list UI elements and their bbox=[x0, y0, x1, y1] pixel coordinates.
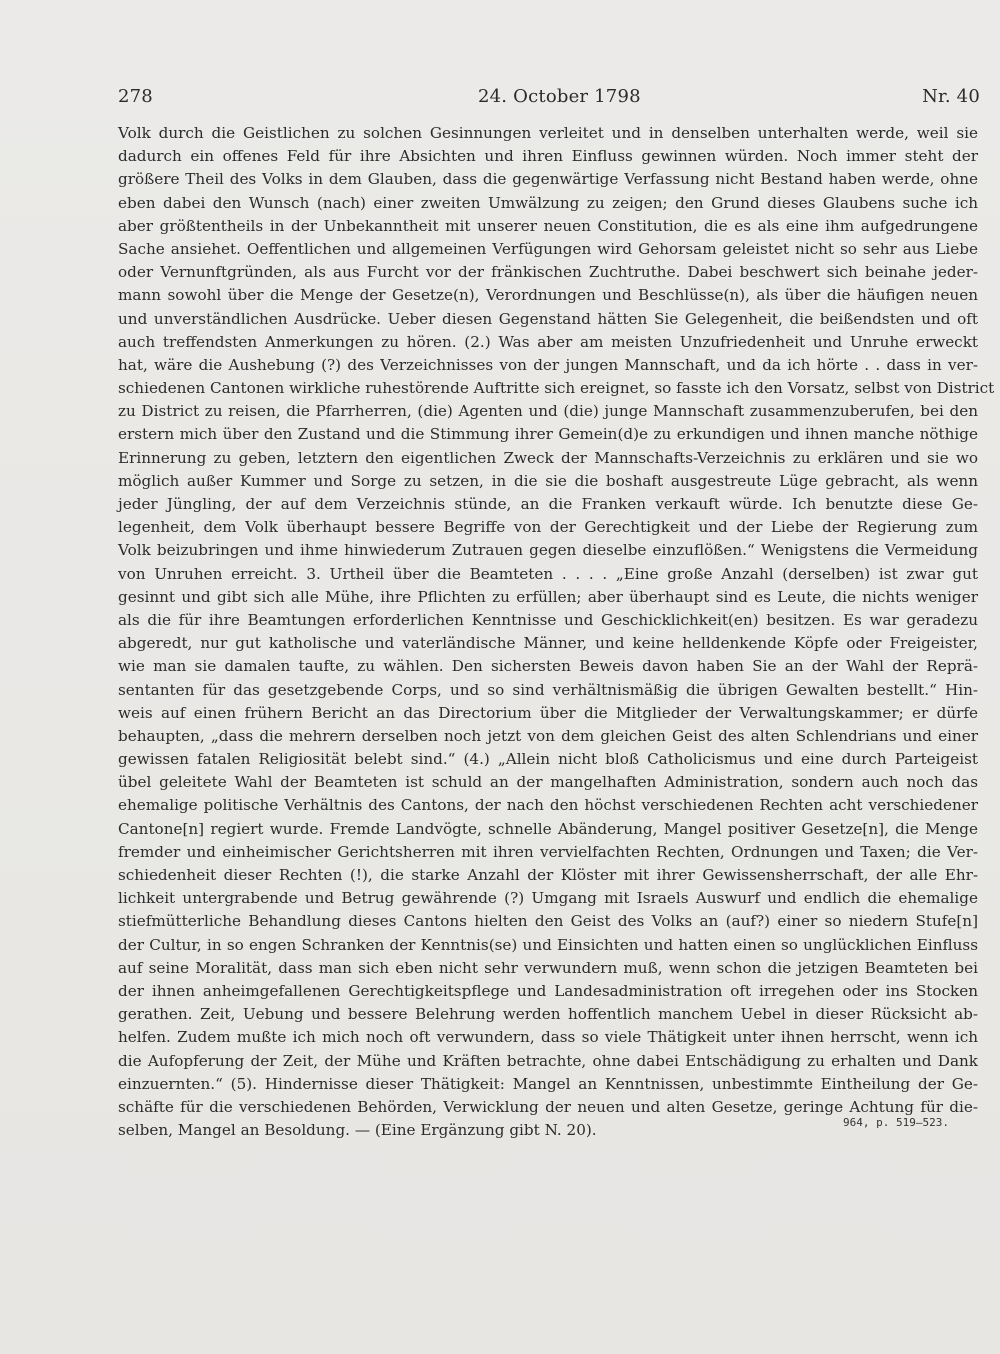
text-line: ehemalige politische Verhältnis des Cantons, der nach den höchst verschiedenen Rechten acht verschiedener bbox=[118, 796, 978, 815]
text-line: hat, wäre die Aushebung (?) des Verzeichnisses von der jungen Mannschaft, und da ich hörte . . dass in ver- bbox=[118, 355, 978, 374]
text-line: behaupten, „dass die mehrern derselben noch jetzt von dem gleichen Geist des alten Schlendrians und einer bbox=[118, 726, 978, 745]
text-line: mann sowohl über die Menge der Gesetze(n), Verordnungen und Beschlüsse(n), als über die häufigen neuen bbox=[118, 286, 978, 305]
document-number: Nr. 40 bbox=[922, 86, 980, 107]
text-line: Volk beizubringen und ihme hinwiederum Zutrauen gegen dieselbe einzuflößen.“ Wenigstens die Vermeidung bbox=[118, 541, 978, 560]
text-line: gesinnt und gibt sich alle Mühe, ihre Pflichten zu erfüllen; aber überhaupt sind es Leute, die nichts weniger bbox=[118, 587, 978, 606]
text-line: wie man sie damalen taufte, zu wählen. Den sichersten Beweis davon haben Sie an der Wahl der Reprä- bbox=[118, 657, 978, 676]
text-line: schiedenheit dieser Rechten (!), die starke Anzahl der Klöster mit ihrer Gewissensherrschaft, der alle Ehr- bbox=[118, 866, 978, 884]
text-line: gewissen fatalen Religiosität belebt sind.“ (4.) „Allein nicht bloß Catholicismus und eine durch Parteigeist bbox=[118, 750, 978, 769]
text-line: möglich außer Kummer und Sorge zu setzen, in die sie die boshaft ausgestreute Lüge gebracht, als wenn bbox=[118, 471, 978, 490]
text-line: fremder und einheimischer Gerichtsherren mit ihren vervielfachten Rechten, Ordnungen und Taxen; die Ver- bbox=[118, 842, 978, 861]
text-line: schiedenen Cantonen wirkliche ruhestörende Auftritte sich ereignet, so fasste ich den Vorsatz, selbst von District bbox=[118, 379, 995, 398]
text-line: Erinnerung zu geben, letztern den eigentlichen Zweck der Mannschafts-Verzeichnis zu erklären und sie wo bbox=[118, 448, 978, 467]
text-line: Sache ansiehet. Oeffentlichen und allgemeinen Verfügungen wird Gehorsam geleistet nicht so sehr aus Liebe bbox=[118, 239, 978, 258]
text-line: erstern mich über den Zustand und die Stimmung ihrer Gemein(d)e zu erkundigen und ihnen manche nöthige bbox=[118, 425, 978, 444]
text-line: Volk durch die Geistlichen zu solchen Gesinnungen verleitet und in denselben unterhalten werde, weil sie bbox=[118, 124, 978, 142]
text-line: der ihnen anheimgefallenen Gerechtigkeitspflege und Landesadministration oft irregehen oder ins Stocken bbox=[118, 981, 978, 1000]
text-line: der Cultur, in so engen Schranken der Kenntnis(se) und Einsichten und hatten einen so unglücklichen Einfluss bbox=[118, 935, 978, 954]
text-line: sentanten für das gesetzgebende Corps, und so sind verhältnismäßig die übrigen Gewalten bestellt.“ Hin- bbox=[118, 680, 978, 699]
text-line: dadurch ein offenes Feld für ihre Absichten und ihren Einfluss gewinnen würden. Noch immer steht der bbox=[118, 147, 978, 166]
text-line: auch treffendsten Anmerkungen zu hören. (2.) Was aber am meisten Unzufriedenheit und Unruhe erweckt bbox=[118, 332, 978, 351]
text-line: lichkeit untergrabende und Betrug gewährende (?) Umgang mit Israels Auswurf und endlich die ehemalige bbox=[118, 889, 978, 908]
text-line: aber größtentheils in der Unbekanntheit mit unserer neuen Constitution, die es als eine ihm aufgedrungene bbox=[118, 216, 978, 235]
text-line: legenheit, dem Volk überhaupt bessere Begriffe von der Gerechtigkeit und der Liebe der Regierung zum bbox=[118, 518, 978, 537]
page-number: 278 bbox=[118, 86, 153, 107]
text-line: weis auf einen frühern Bericht an das Directorium über die Mitglieder der Verwaltungskammer; er dürfe bbox=[118, 703, 978, 722]
text-line: die Aufopferung der Zeit, der Mühe und Kräften betrachte, ohne dabei Entschädigung zu erhalten und Dank bbox=[118, 1051, 978, 1070]
header-date: 24. October 1798 bbox=[478, 86, 641, 107]
text-line: schäfte für die verschiedenen Behörden, Verwicklung der neuen und alten Gesetze, geringe Achtung für die- bbox=[118, 1097, 978, 1116]
body-text bbox=[118, 122, 995, 1142]
text-line: einzuernten.“ (5). Hindernisse dieser Thätigkeit: Mangel an Kenntnissen, unbestimmte Eintheilung der Ge- bbox=[118, 1074, 978, 1093]
source-reference: 964, p. 519–523. bbox=[843, 1116, 949, 1129]
text-line: übel geleitete Wahl der Beamteten ist schuld an der mangelhaften Administration, sondern auch noch das bbox=[118, 773, 978, 792]
text-line: helfen. Zudem mußte ich mich noch oft verwundern, dass so viele Thätigkeit unter ihnen herrscht, wenn ich bbox=[118, 1028, 978, 1047]
text-line: stiefmütterliche Behandlung dieses Cantons hielten den Geist des Volks an (auf?) einer so niedern Stufe[n] bbox=[118, 912, 978, 931]
text-line: zu District zu reisen, die Pfarrherren, (die) Agenten und (die) junge Mannschaft zusammenzuberufen, bei den bbox=[118, 402, 978, 421]
text-line: größere Theil des Volks in dem Glauben, dass die gegenwärtige Verfassung nicht Bestand haben werde, ohne bbox=[118, 170, 978, 189]
page-header bbox=[118, 86, 980, 114]
text-line: von Unruhen erreicht. 3. Urtheil über die Beamteten . . . . „Eine große Anzahl (derselben) ist zwar gut bbox=[118, 564, 978, 583]
text-line: als die für ihre Beamtungen erforderlichen Kenntnisse und Geschicklichkeit(en) besitzen. Es war geradezu bbox=[118, 610, 978, 629]
text-line: eben dabei den Wunsch (nach) einer zweiten Umwälzung zu zeigen; den Grund dieses Glaubens suche ich bbox=[118, 193, 978, 212]
text-line: abgeredt, nur gut katholische und vaterländische Männer, und keine helldenkende Köpfe oder Freigeister, bbox=[118, 634, 978, 653]
text-line: selben, Mangel an Besoldung. — (Eine Ergänzung gibt N. 20). bbox=[118, 1121, 597, 1140]
text-line: jeder Jüngling, der auf dem Verzeichnis stünde, an die Franken verkauft würde. Ich benutzte diese Ge- bbox=[118, 495, 978, 513]
text-line: gerathen. Zeit, Uebung und bessere Belehrung werden hoffentlich manchem Uebel in dieser Rücksicht ab- bbox=[118, 1005, 978, 1024]
text-line: oder Vernunftgründen, als aus Furcht vor der fränkischen Zuchtruthe. Dabei beschwert sich beinahe jeder- bbox=[118, 263, 978, 282]
text-line: und unverständlichen Ausdrücke. Ueber diesen Gegenstand hätten Sie Gelegenheit, die beißendsten und oft bbox=[118, 309, 978, 328]
text-line: auf seine Moralität, dass man sich eben nicht sehr verwundern muß, wenn schon die jetzigen Beamteten bei bbox=[118, 958, 978, 977]
text-line: Cantone[n] regiert wurde. Fremde Landvögte, schnelle Abänderung, Mangel positiver Gesetze[n], die Menge bbox=[118, 819, 978, 838]
